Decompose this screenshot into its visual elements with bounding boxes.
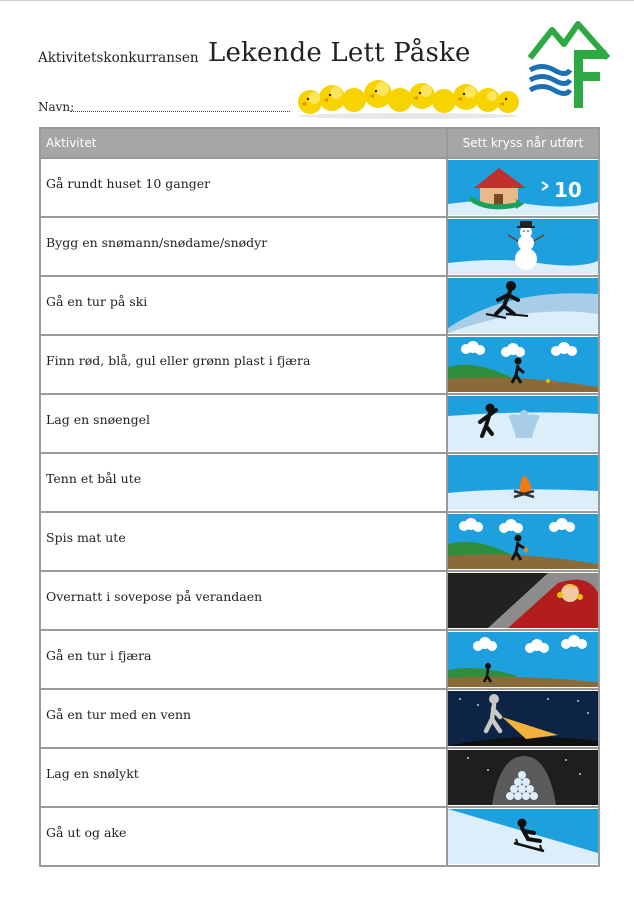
table-row (40, 158, 599, 217)
snow-angel-icon (448, 396, 598, 451)
skier-icon (448, 278, 598, 333)
table-header-row (40, 128, 599, 158)
table-row (40, 748, 599, 807)
beach-walk-icon (448, 632, 598, 687)
table-row (40, 689, 599, 748)
laps-count: 10 (554, 178, 582, 202)
snow-lantern-icon (448, 750, 598, 805)
check-cell[interactable] (447, 571, 599, 630)
table-row (40, 807, 599, 866)
check-cell[interactable] (447, 276, 599, 335)
table-row (40, 512, 599, 571)
top-divider (0, 0, 634, 1)
house-walk-icon (448, 160, 598, 215)
campfire-icon (448, 455, 598, 510)
activity-table (39, 127, 600, 867)
name-field[interactable] (70, 111, 290, 112)
activity-label: Tenn et bål ute (40, 453, 447, 512)
page-title: Lekende Lett Påske (208, 38, 471, 68)
activity-label: Gå ut og ake (40, 807, 447, 866)
activity-label: Gå rundt huset 10 ganger (40, 158, 447, 217)
check-cell[interactable] (447, 748, 599, 807)
beach-cleanup-icon (448, 337, 598, 392)
table-row (40, 335, 599, 394)
check-cell[interactable] (447, 394, 599, 453)
activity-label: Gå en tur med en venn (40, 689, 447, 748)
night-walk-icon (448, 691, 598, 746)
table-row (40, 571, 599, 630)
organization-logo (526, 20, 610, 110)
check-cell[interactable] (447, 217, 599, 276)
check-cell[interactable] (447, 453, 599, 512)
table-row (40, 453, 599, 512)
check-cell[interactable] (447, 158, 599, 217)
check-cell[interactable] (447, 689, 599, 748)
table-row (40, 630, 599, 689)
check-cell[interactable] (447, 512, 599, 571)
snowman-icon (448, 219, 598, 274)
activity-label: Bygg en snømann/snødame/snødyr (40, 217, 447, 276)
contest-subtitle: Aktivitetskonkurransen (38, 50, 199, 66)
activity-label: Lag en snølykt (40, 748, 447, 807)
activity-label: Finn rød, blå, gul eller grønn plast i fjæra (40, 335, 447, 394)
activity-label: Gå en tur i fjæra (40, 630, 447, 689)
activity-label: Lag en snøengel (40, 394, 447, 453)
name-label: Navn: (38, 100, 75, 114)
check-cell[interactable] (447, 630, 599, 689)
column-header-check: Sett kryss når utført (447, 128, 599, 158)
table-row (40, 217, 599, 276)
activity-label: Gå en tur på ski (40, 276, 447, 335)
chicks-image (296, 76, 520, 120)
table-row (40, 394, 599, 453)
activity-label: Overnatt i sovepose på verandaen (40, 571, 447, 630)
check-cell[interactable] (447, 807, 599, 866)
sleeping-bag-icon (448, 573, 598, 628)
table-row (40, 276, 599, 335)
picnic-icon (448, 514, 598, 569)
sledding-icon (448, 809, 598, 864)
activity-label: Spis mat ute (40, 512, 447, 571)
column-header-activity: Aktivitet (40, 128, 447, 158)
check-cell[interactable] (447, 335, 599, 394)
